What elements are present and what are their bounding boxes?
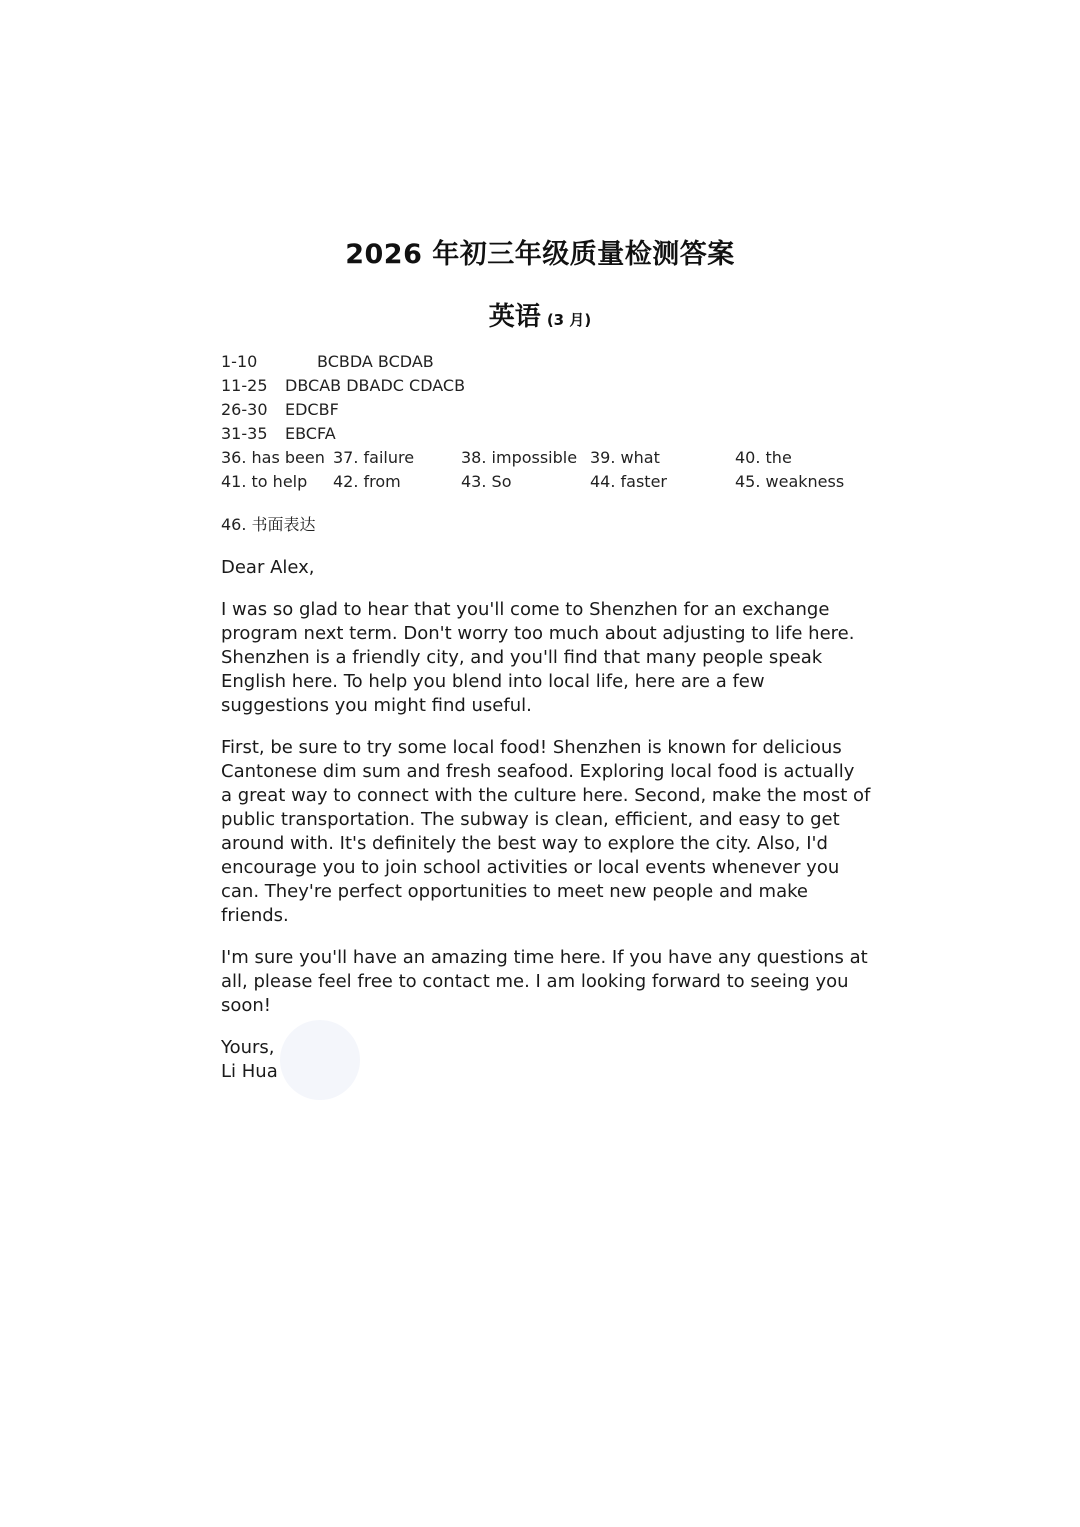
fill-in-answer: 45. weakness <box>735 472 845 491</box>
fill-in-answer: 42. from <box>333 472 401 491</box>
letter-paragraph: I'm sure you'll have an amazing time here. If you have any questions at all, please feel free to contact me. I am looking forward to seeing you soon! <box>221 947 868 1016</box>
subject-heading <box>0 296 1080 333</box>
letter-paragraph: I was so glad to hear that you'll come to Shenzhen for an exchange program next term. Don't worry too much about adjusting to life here. Shenzhen is a friendly city, and you'll find that many people speak English here. To help you blend into local life, here are a few suggestions you might find useful. <box>221 599 855 716</box>
fill-in-answer: 38. impossible <box>461 448 578 467</box>
fill-in-answer: 40. the <box>735 448 792 467</box>
fill-in-answer: 41. to help <box>221 472 308 491</box>
answer-range: 31-35 <box>221 424 268 443</box>
letter-signature: Li Hua <box>221 1061 278 1082</box>
answer-row <box>221 350 861 374</box>
fill-in-answer: 43. So <box>461 472 512 491</box>
fill-in-answer: 36. has been <box>221 448 325 467</box>
fill-in-answer: 44. faster <box>590 472 667 491</box>
answer-key <box>221 350 861 494</box>
model-letter <box>221 556 871 1084</box>
answer-keys: EBCFA <box>285 424 336 443</box>
answer-range: 11-25 <box>221 376 268 395</box>
answer-keys: EDCBF <box>285 400 339 419</box>
answer-range: 26-30 <box>221 400 268 419</box>
document-title: 2026 年初三年级质量检测答案 <box>345 239 735 270</box>
letter-greeting: Dear Alex, <box>221 557 315 578</box>
answer-keys: BCBDA BCDAB <box>317 352 434 371</box>
answer-row <box>221 374 861 398</box>
subject-label: 英语 <box>488 302 541 332</box>
fill-in-answer: 37. failure <box>333 448 415 467</box>
letter-closing: Yours, <box>221 1037 275 1058</box>
answer-range: 1-10 <box>221 352 258 371</box>
fill-in-row <box>221 446 861 470</box>
month-label: (3 月) <box>546 311 592 329</box>
answer-row <box>221 422 861 446</box>
fill-in-row <box>221 470 861 494</box>
writing-section-label: 46. 书面表达 <box>221 515 316 534</box>
answer-row <box>221 398 861 422</box>
letter-paragraph: First, be sure to try some local food! Shenzhen is known for delicious Cantonese dim sum and fresh seafood. Exploring local food is actually a great way to connect with the culture here. Second, make the most of public transportation. The subway is clean, efficient, and easy to get around with. It's definitely the best way to explore the city. Also, I'd encourage you to join school activities or local events whenever you can. They're perfect opportunities to meet new people and make friends. <box>221 737 871 926</box>
fill-in-answer: 39. what <box>590 448 660 467</box>
answer-keys: DBCAB DBADC CDACB <box>285 376 466 395</box>
